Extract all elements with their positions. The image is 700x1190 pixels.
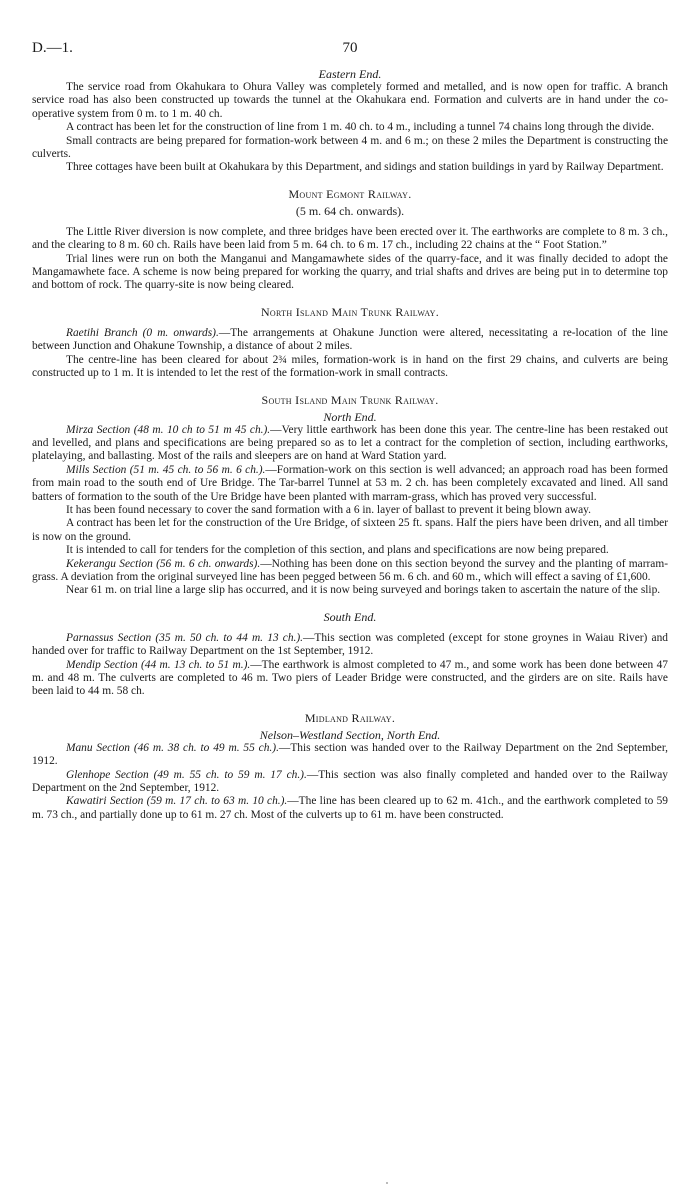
section-title-mount-egmont-railway: Mount Egmont Railway. xyxy=(288,186,412,201)
paragraph: It has been found necessary to cover the sand formation with a 6 in. layer of ballast to prevent it being blown away. xyxy=(66,503,591,516)
paragraph-text: —The earthwork is almost completed to 47 m., and some work has been done between 47 m. and 48 m. The culverts are completed to 46 m. Two piers of Leader Bridge were constructed, and the girders are on site. Rails have been laid to 44 m. 58 ch. xyxy=(32,658,668,698)
document-reference: D.—1. xyxy=(32,40,73,56)
paragraph-text: —Nothing has been done on this section beyond the survey and the planting of marram-grass. A deviation from the original surveyed line has been pegged between 56 m. 6 ch. and 60 m., which will effect a saving of £1,600. xyxy=(32,557,668,583)
paragraph: A contract has been let for the construction of the Ure Bridge, of sixteen 25 ft. spans. Half the piers have been driven, and all timber is now on the ground. xyxy=(32,517,668,543)
paragraph: A contract has been let for the construction of line from 1 m. 40 ch. to 4 m., including a tunnel 74 chains long through the divide. xyxy=(66,121,655,134)
paragraph: Three cottages have been built at Okahukara by this Department, and sidings and station buildings in yard by Railway Department. xyxy=(66,161,664,174)
paragraph-glenhope-section xyxy=(32,769,668,796)
paragraph-text: —The line has been cleared up to 62 m. 41ch., and the earthwork completed to 59 m. 73 ch., and partially done up to 61 m. 27 ch. Most of the culverts up to 61 m. have been constructed. xyxy=(32,795,668,821)
paragraph-kekerangu-section xyxy=(32,558,668,585)
document-page xyxy=(32,40,668,822)
section-subtitle-north-end: North End. xyxy=(323,409,377,424)
paragraph-heading: Mendip Section (44 m. 13 ch. to 51 m.). xyxy=(66,658,251,671)
paragraph: The centre-line has been cleared for about 2¾ miles, formation-work is in hand on the first 29 chains, and culverts are being constructed up to 1 m. It is intended to let the rest of the formation-work in small contracts. xyxy=(32,353,668,380)
section-title-south-island-main-trunk: South Island Main Trunk Railway. xyxy=(261,392,439,407)
paragraph-text: —Very little earthwork has been done this year. The centre-line has been restaked out and levelled, and plans and specifications are being prepared so as to let a contract for the completion of section, including earthworks, platelaying, and ballasting. Most of the rails and sleepers are on hand at Ward Station yard. xyxy=(32,423,668,463)
section-title-north-island-main-trunk: North Island Main Trunk Railway. xyxy=(260,304,440,319)
paragraph-heading: Raetihi Branch (0 m. onwards). xyxy=(66,326,219,339)
paragraph: Small contracts are being prepared for formation-work between 4 m. and 6 m.; on these 2 miles the Department is constructing the culverts. xyxy=(32,134,668,161)
paragraph-mendip-section xyxy=(32,659,668,699)
paragraph-text: —This section was handed over to the Railway Department on the 2nd September, 1912. xyxy=(32,741,669,768)
paragraph-kawatiri-section xyxy=(32,795,668,822)
paragraph-text: —Formation-work on this section is well advanced; an approach road has been formed from main road to the south end of Ure Bridge. The Tar-barrel Tunnel at 53 m. 2 ch. has been completely excavated and lined. All sand batters of formation to the south of the Ure Bridge have been planted with marram-grass, which has proved very successful. xyxy=(32,463,668,503)
paragraph-raetihi-branch xyxy=(32,327,668,354)
paragraph: Trial lines were run on both the Manganui and Mangamawhete sides of the quarry-face, and it was finally decided to adopt the Mangamawhete face. A scheme is now being prepared for working the quarry, and trial shafts and drives are being put in to determine top and bottom of rock. The quarry-site is now being cleared. xyxy=(32,252,668,292)
paragraph-mirza-section xyxy=(32,424,668,464)
paragraph-heading: Mirza Section (48 m. 10 ch to 51 m 45 ch.). xyxy=(66,423,271,436)
scan-speck xyxy=(386,1182,388,1184)
paragraph-heading: Glenhope Section (49 m. 55 ch. to 59 m. 17 ch.). xyxy=(66,768,307,781)
paragraph-text: —The arrangements at Ohakune Junction were altered, necessitating a re-location of the line between Junction and Ohakune Township, a distance of about 2 miles. xyxy=(32,326,668,353)
paragraph-parnassus-section xyxy=(32,632,668,659)
paragraph-text: —This section was completed (except for stone groynes in Waiau River) and handed over for traffic to Railway Department on the 1st September, 1912. xyxy=(32,631,668,658)
section-title-eastern-end: Eastern End. xyxy=(318,67,382,81)
section-title-midland-railway: Midland Railway. xyxy=(304,710,396,725)
paragraph-heading: Kawatiri Section (59 m. 17 ch. to 63 m. 10 ch.). xyxy=(66,795,288,808)
section-subtitle-nelson-westland: Nelson–Westland Section, North End. xyxy=(259,727,441,742)
paragraph-heading: Parnassus Section (35 m. 50 ch. to 44 m. 13 ch.). xyxy=(66,631,304,644)
paragraph: Near 61 m. on trial line a large slip has occurred, and it is now being surveyed and borings taken to ascertain the nature of the slip. xyxy=(66,584,661,597)
paragraph-manu-section xyxy=(32,742,668,769)
page-number: 70 xyxy=(342,40,358,56)
paragraph-heading: Manu Section (46 m. 38 ch. to 49 m. 55 ch.). xyxy=(66,741,279,754)
paragraph: The Little River diversion is now complete, and three bridges have been erected over it. The earthworks are complete to 8 m. 3 ch., and the clearing to 8 m. 60 ch. Rails have been laid from 5 m. 64 ch. to 6 m. 17 ch., including 22 chains at the “ Foot Station.” xyxy=(32,225,668,252)
paragraph: It is intended to call for tenders for the completion of this section, and plans and specifications are now being prepared. xyxy=(66,544,609,557)
paragraph-heading: Kekerangu Section (56 m. 6 ch. onwards). xyxy=(66,557,261,570)
paragraph: The service road from Okahukara to Ohura Valley was completely formed and metalled, and is now open for traffic. A branch service road has also been constructed up towards the tunnel at the Okahukara end. Formation and culverts are in hand under the co-operative system from 0 m. to 1 m. 40 ch. xyxy=(32,81,668,120)
paragraph-mills-section xyxy=(32,464,668,504)
section-subtitle: (5 m. 64 ch. onwards). xyxy=(295,203,405,218)
section-title-south-end: South End. xyxy=(323,609,377,624)
paragraph-text: —This section was also finally completed and handed over to the Railway Department on the 2nd September, 1912. xyxy=(32,768,668,795)
paragraph-heading: Mills Section (51 m. 45 ch. to 56 m. 6 ch.). xyxy=(66,463,266,476)
page-header xyxy=(32,40,668,64)
